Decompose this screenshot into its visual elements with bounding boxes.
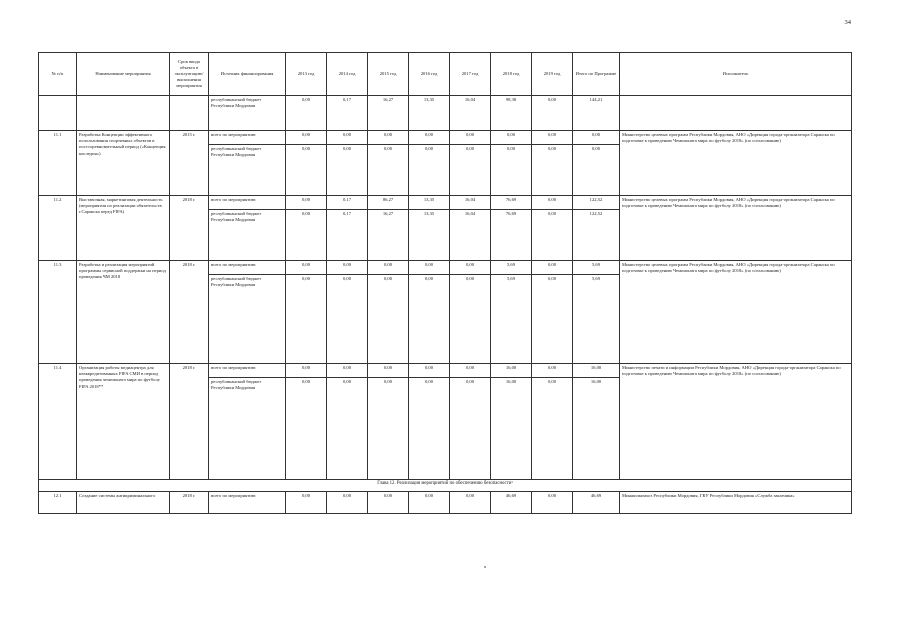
value-cell: 0,00 xyxy=(286,210,327,261)
value-cell: 0,00 xyxy=(450,378,491,480)
value-cell: 0,00 xyxy=(532,131,573,145)
value-cell: 0,00 xyxy=(327,261,368,275)
source-cell: всего по мероприятию: xyxy=(209,261,286,275)
value-cell: 0,00 xyxy=(368,131,409,145)
col-2018-header: 2018 год xyxy=(491,53,532,96)
row-name: Организация работы медиацентра для неаккредитованных FIFA СМИ в период проведения чемпионата мира по футболу FIFA 2018** xyxy=(77,364,170,480)
value-cell: 0,00 xyxy=(532,492,573,514)
value-cell: 0,00 xyxy=(409,261,450,275)
col-name-header: Наименование мероприятия xyxy=(77,53,170,96)
value-cell: 0,00 xyxy=(532,378,573,480)
row-term: 2018 г. xyxy=(170,364,209,480)
row-name: Выставочная, маркетинговая деятельность (мероприятия по реализации обязательств г.Саранска перед FIFA) xyxy=(77,196,170,261)
row-term: 2018 г. xyxy=(170,261,209,364)
col-source-header: Источник финансирования xyxy=(209,53,286,96)
value-cell: 16,04 xyxy=(450,210,491,261)
value-cell: 76,69 xyxy=(491,210,532,261)
row-executor: Министерство печати и информации Республики Мордовия, АНО «Дирекция города-организатора Саранска по подготовке к проведению Чемпионата мира по футболу 2018» (по согласованию) xyxy=(620,364,852,480)
table-row xyxy=(39,364,852,378)
value-cell: 0,00 xyxy=(532,96,573,131)
col-2019-header: 2019 год xyxy=(532,53,573,96)
row-executor: Министерство целевых программ Республики Мордовия, АНО «Дирекция города-организатора Саранска по подготовке к проведению Чемпионата мира по футболу 2018» (по согласованию) xyxy=(620,196,852,261)
source-cell: республиканский бюджет Республики Мордовия xyxy=(209,210,286,261)
value-cell: 0,00 xyxy=(491,145,532,196)
value-cell: 0,00 xyxy=(327,131,368,145)
value-cell: 0,00 xyxy=(409,275,450,364)
value-cell: 0,00 xyxy=(327,145,368,196)
value-cell: 0,00 xyxy=(327,275,368,364)
value-cell: 0,17 xyxy=(327,210,368,261)
program-table xyxy=(38,52,852,514)
value-cell: 0,00 xyxy=(409,492,450,514)
value-cell: 5,69 xyxy=(573,275,620,364)
value-cell: 0,00 xyxy=(368,261,409,275)
value-cell: 5,69 xyxy=(491,275,532,364)
value-cell: 0,00 xyxy=(368,275,409,364)
row-name: Создание системы антикриминального xyxy=(77,492,170,514)
value-cell: 5,69 xyxy=(491,261,532,275)
value-cell: 0,00 xyxy=(532,145,573,196)
value-cell: 0,00 xyxy=(573,131,620,145)
row-number: 11.2 xyxy=(39,196,77,261)
value-cell: 0,00 xyxy=(450,492,491,514)
source-cell: республиканский бюджет Республики Мордовия xyxy=(209,145,286,196)
value-cell: 0,17 xyxy=(327,196,368,210)
value-cell: 0,00 xyxy=(286,492,327,514)
col-num-header: № п/п xyxy=(39,53,77,96)
value-cell: 0,00 xyxy=(532,196,573,210)
source-cell: всего по мероприятию: xyxy=(209,196,286,210)
row-executor: Министерство целевых программ Республики Мордовия, АНО «Дирекция города-организатора Саранска по подготовке к проведению Чемпионата мира по футболу 2018» (по согласованию) xyxy=(620,261,852,364)
value-cell: 144,21 xyxy=(573,96,620,131)
value-cell: 5,69 xyxy=(573,261,620,275)
value-cell: 0,00 xyxy=(286,196,327,210)
value-cell: 16,00 xyxy=(573,364,620,378)
section-title: Глава 12. Реализация мероприятий по обеспечению безопасности¹ xyxy=(39,480,852,492)
source-cell: республиканский бюджет Республики Мордовия xyxy=(209,378,286,480)
value-cell: 0,00 xyxy=(286,364,327,378)
col-2015-header: 2015 год xyxy=(368,53,409,96)
value-cell: 0,00 xyxy=(409,364,450,378)
section-row xyxy=(39,480,852,492)
source-cell: республиканский бюджет Республики Мордовия xyxy=(209,275,286,364)
value-cell: 0,00 xyxy=(286,261,327,275)
row-name: Разработка Концепции эффективного использования спортивных объектов в постсоревновательный период («Концепция наследия») xyxy=(77,131,170,196)
value-cell: 46,69 xyxy=(491,492,532,514)
value-cell: 0,00 xyxy=(450,364,491,378)
value-cell: 0,00 xyxy=(327,492,368,514)
carry-row xyxy=(39,96,852,131)
value-cell: 0,00 xyxy=(532,364,573,378)
value-cell: 0,00 xyxy=(286,145,327,196)
value-cell: 0,00 xyxy=(286,378,327,480)
row-number: 11.1 xyxy=(39,131,77,196)
value-cell: 16,04 xyxy=(450,96,491,131)
row-number: 11.4 xyxy=(39,364,77,480)
value-cell: 16,00 xyxy=(491,378,532,480)
value-cell: 0,00 xyxy=(532,275,573,364)
value-cell: 13,35 xyxy=(409,196,450,210)
value-cell: 0,00 xyxy=(409,131,450,145)
value-cell: 0,00 xyxy=(368,364,409,378)
value-cell: 0,00 xyxy=(491,131,532,145)
table-row xyxy=(39,261,852,275)
value-cell: 76,69 xyxy=(491,196,532,210)
scan-dot xyxy=(484,566,486,568)
table-row xyxy=(39,492,852,514)
value-cell: 0,00 xyxy=(450,261,491,275)
value-cell: 0,00 xyxy=(286,275,327,364)
row-number: 11.3 xyxy=(39,261,77,364)
value-cell: 46,69 xyxy=(573,492,620,514)
source-cell: всего по мероприятию: xyxy=(209,364,286,378)
value-cell: 0,00 xyxy=(532,261,573,275)
value-cell: 122,52 xyxy=(573,196,620,210)
page-number: 34 xyxy=(844,19,851,26)
row-name: Разработка и реализация мероприятий программы сервисной поддержки на период проведения ЧМ 2018 xyxy=(77,261,170,364)
value-cell: 16,04 xyxy=(450,196,491,210)
col-2017-header: 2017 год xyxy=(450,53,491,96)
source-cell: всего по мероприятию: xyxy=(209,131,286,145)
value-cell: 0,00 xyxy=(327,364,368,378)
header-row xyxy=(39,53,852,96)
value-cell: 13,35 xyxy=(409,96,450,131)
value-cell: 98,38 xyxy=(491,96,532,131)
value-cell: 16,00 xyxy=(573,378,620,480)
row-number: 12.1 xyxy=(39,492,77,514)
source-cell: республиканский бюджет Республики Мордовия xyxy=(209,96,286,131)
value-cell: 16,00 xyxy=(491,364,532,378)
value-cell: 0,00 xyxy=(409,145,450,196)
value-cell: 0,00 xyxy=(450,145,491,196)
value-cell: 0,00 xyxy=(286,96,327,131)
col-2016-header: 2016 год xyxy=(409,53,450,96)
row-term: 2018 г. xyxy=(170,196,209,261)
row-executor: Министерство целевых программ Республики Мордовия, АНО «Дирекция города-организатора Саранска по подготовке к проведению Чемпионата мира по футболу 2018» (по согласованию) xyxy=(620,131,852,196)
value-cell: 16,27 xyxy=(368,210,409,261)
table-row xyxy=(39,131,852,145)
value-cell: 0,00 xyxy=(327,378,368,480)
source-cell: всего по мероприятию: xyxy=(209,492,286,514)
value-cell: 0,00 xyxy=(286,131,327,145)
col-2014-header: 2014 год xyxy=(327,53,368,96)
value-cell: 0,00 xyxy=(409,378,450,480)
col-total-header: Итого по Программе xyxy=(573,53,620,96)
table-row xyxy=(39,196,852,210)
value-cell: 86,27 xyxy=(368,196,409,210)
col-executor-header: Исполнитель xyxy=(620,53,852,96)
value-cell: 0,17 xyxy=(327,96,368,131)
row-executor: Минжилкомхоз Республики Мордовия, ГКУ Республики Мордовия «Служба заказчика» xyxy=(620,492,852,514)
value-cell: 0,00 xyxy=(368,378,409,480)
col-2013-header: 2013 год xyxy=(286,53,327,96)
value-cell: 0,00 xyxy=(368,492,409,514)
value-cell: 13,35 xyxy=(409,210,450,261)
value-cell: 0,00 xyxy=(450,275,491,364)
value-cell: 16,27 xyxy=(368,96,409,131)
value-cell: 0,00 xyxy=(450,131,491,145)
row-term: 2018 г. xyxy=(170,492,209,514)
value-cell: 0,00 xyxy=(573,145,620,196)
value-cell: 0,00 xyxy=(532,210,573,261)
row-term: 2015 г. xyxy=(170,131,209,196)
col-term-header: Срок ввода объекта в эксплуатацию/ выполнения мероприятия xyxy=(170,53,209,96)
value-cell: 122,52 xyxy=(573,210,620,261)
value-cell: 0,00 xyxy=(368,145,409,196)
